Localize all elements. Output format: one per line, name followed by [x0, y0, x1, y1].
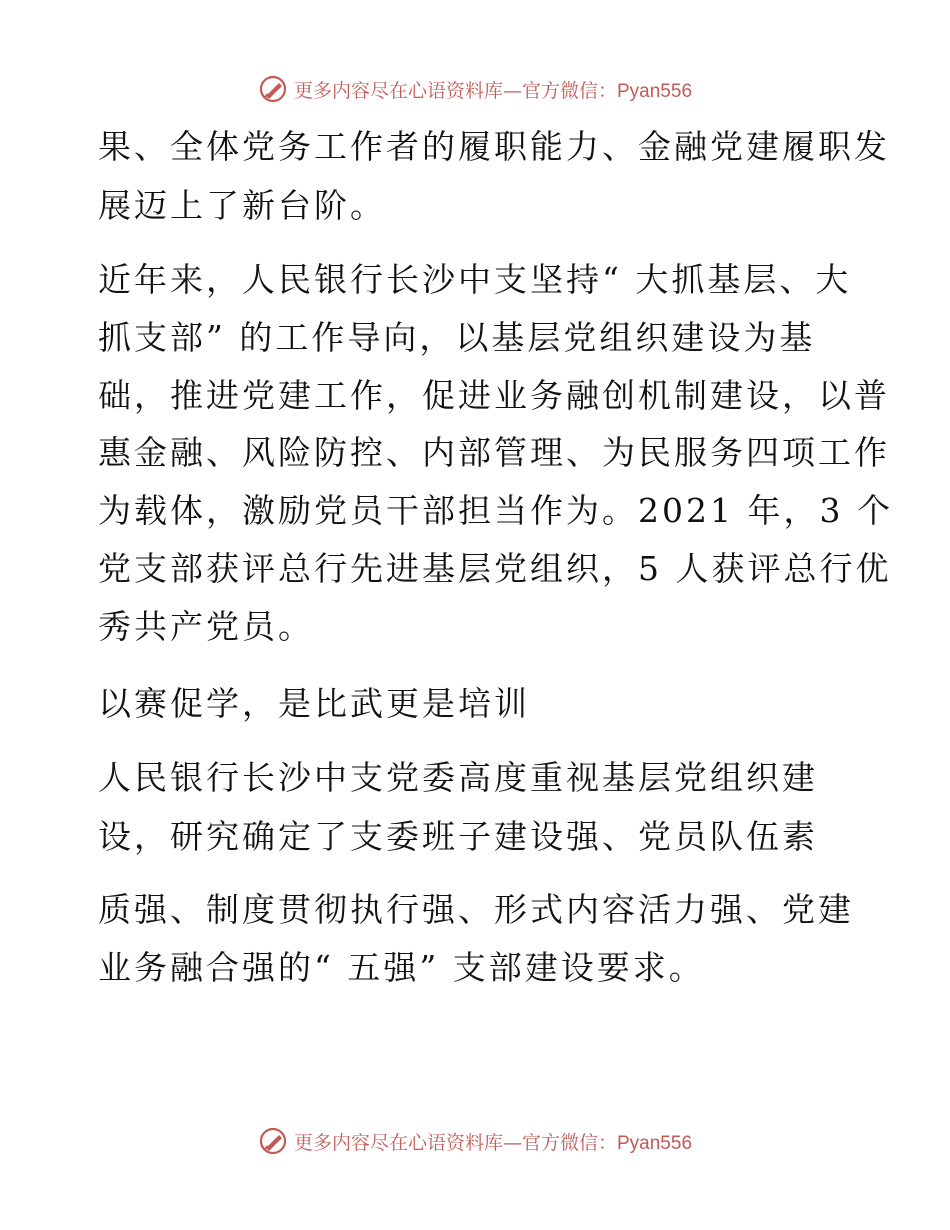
paragraph-line: 础，推进党建工作，促进业务融创机制建设，以普 — [98, 376, 890, 415]
paragraph-line: 为载体，激励党员干部担当作为。2021 年，3 个 — [98, 491, 893, 530]
header-watermark — [0, 72, 950, 106]
paragraph-line: 设，研究确定了支委班子建设强、党员队伍素 — [98, 817, 818, 856]
paragraph-line: 业务融合强的“ 五强” 支部建设要求。 — [98, 948, 705, 987]
watermark-text: 更多内容尽在心语资料库—官方微信：Pyan556 — [293, 1131, 693, 1154]
watermark-text: 更多内容尽在心语资料库—官方微信：Pyan556 — [293, 79, 693, 102]
paragraph-line: 惠金融、风险防控、内部管理、为民服务四项工作 — [98, 433, 890, 472]
paragraph-line: 果、全体党务工作者的履职能力、金融党建履职发 — [98, 127, 890, 166]
quill-logo-icon — [258, 1126, 288, 1156]
paragraph-line: 质强、制度贯彻执行强、形式内容活力强、党建 — [98, 890, 854, 929]
paragraph-line: 秀共产党员。 — [98, 607, 314, 646]
paragraph-line: 展迈上了新台阶。 — [98, 186, 386, 225]
paragraph-line: 近年来，人民银行长沙中支坚持“ 大抓基层、大 — [98, 260, 852, 299]
paragraph-line: 人民银行长沙中支党委高度重视基层党组织建 — [98, 758, 818, 797]
section-heading: 以赛促学，是比武更是培训 — [98, 684, 530, 723]
paragraph-line: 党支部获评总行先进基层党组织，5 人获评总行优 — [98, 549, 892, 588]
quill-logo-icon — [258, 74, 288, 104]
paragraph-line: 抓支部” 的工作导向，以基层党组织建设为基 — [98, 318, 816, 357]
footer-watermark — [0, 1124, 950, 1158]
